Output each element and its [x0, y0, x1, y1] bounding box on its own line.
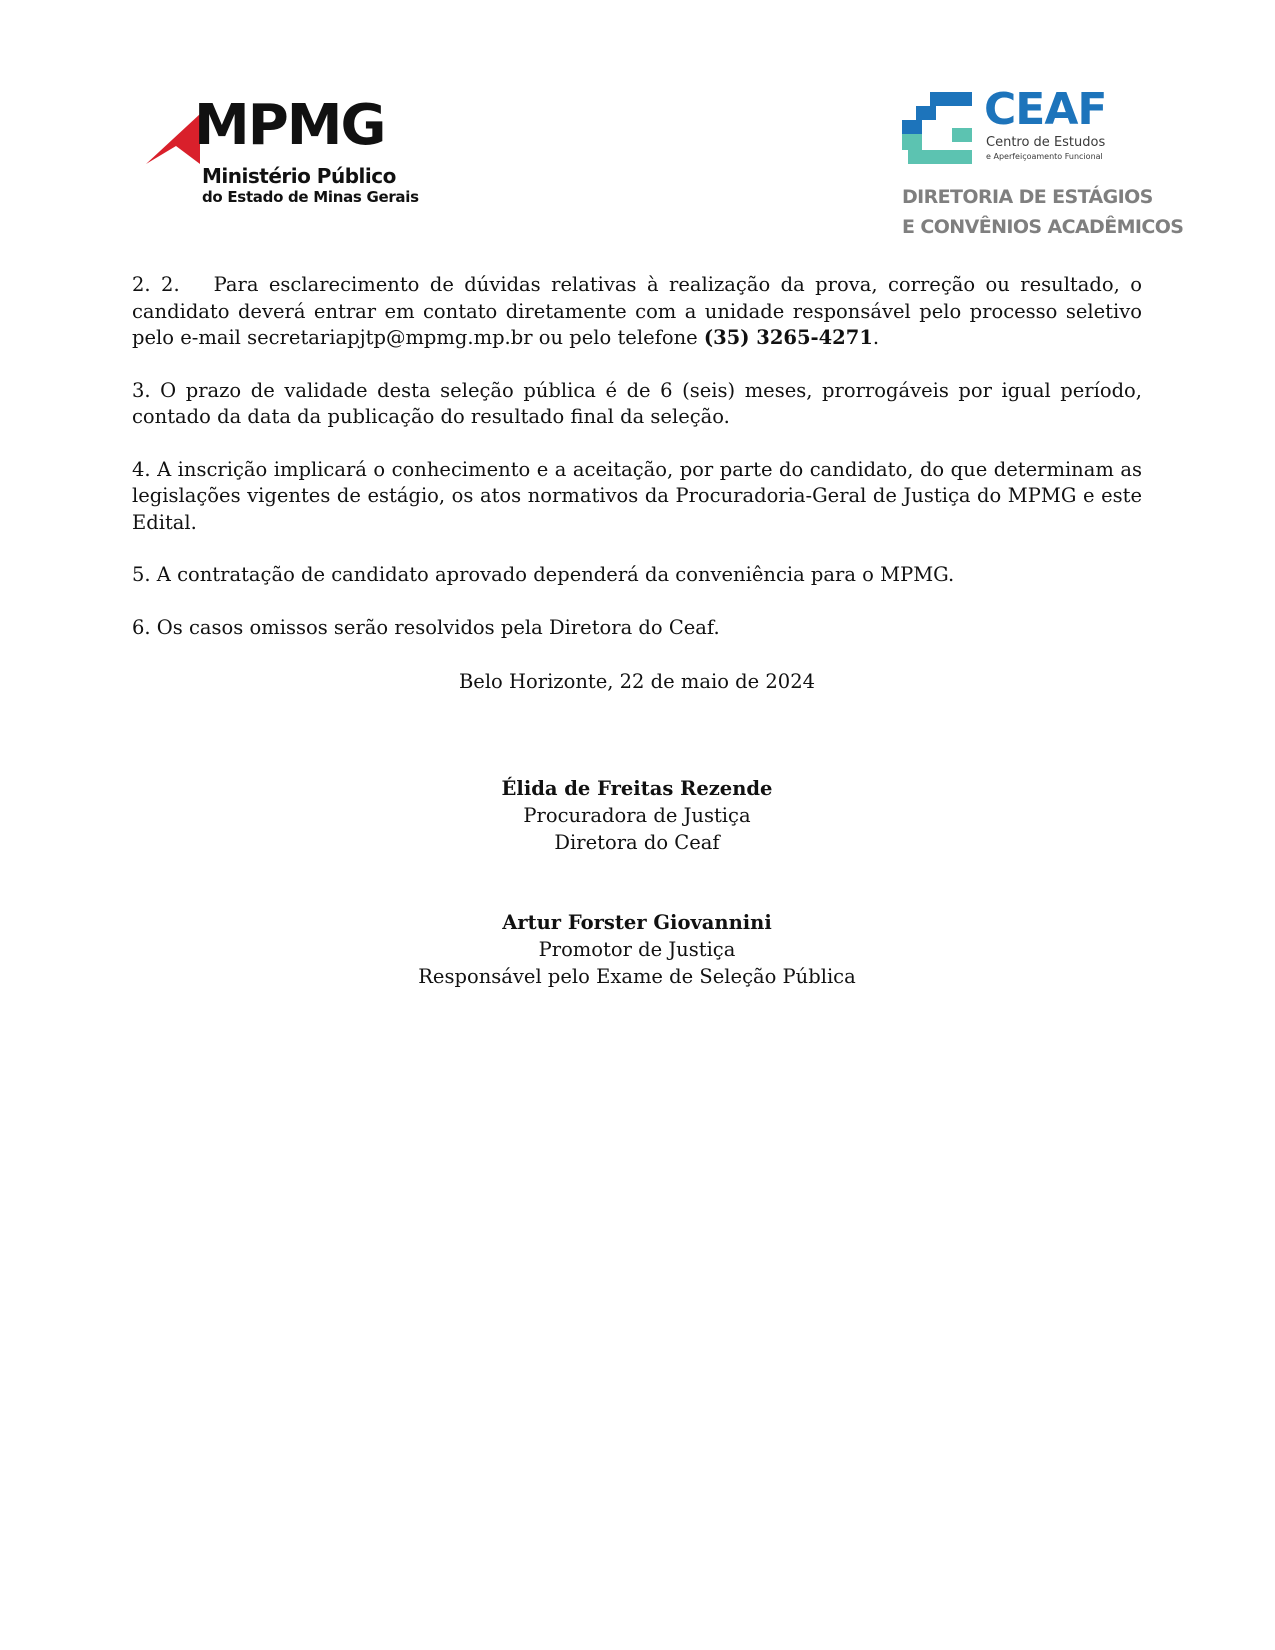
- signatory-title: Diretora do Ceaf: [554, 831, 720, 854]
- paragraph-2-2-end: .: [872, 326, 880, 349]
- paragraph-3: 3. O prazo de validade desta seleção pública é de 6 (seis) meses, prorrogáveis por igual período, contado da data da publicação do resultado final da seleção.: [132, 378, 1142, 428]
- mpmg-wordmark: MPMG: [194, 93, 385, 158]
- paragraph-2-2: [132, 272, 1142, 352]
- document-body: [132, 272, 1142, 667]
- signatory-title: Responsável pelo Exame de Seleção Pública: [418, 965, 856, 988]
- mpmg-name-line1: Ministério Público: [202, 164, 396, 188]
- ceaf-department-line2: E CONVÊNIOS ACADÊMICOS: [902, 216, 1184, 238]
- mpmg-flag-icon: [146, 114, 200, 164]
- ceaf-logo: [902, 84, 1184, 242]
- ceaf-subtitle-small: e Aperfeiçoamento Funcional: [986, 152, 1103, 161]
- paragraph-5: 5. A contratação de candidato aprovado dependerá da conveniência para o MPMG.: [132, 563, 955, 586]
- ceaf-department-line1: DIRETORIA DE ESTÁGIOS: [902, 186, 1153, 208]
- paragraph-2-2-number: 2. 2.: [132, 273, 180, 296]
- signatory-role: Procuradora de Justiça: [523, 804, 751, 827]
- signatory-name: Élida de Freitas Rezende: [501, 777, 773, 800]
- mpmg-logo: [146, 93, 419, 208]
- paragraph-4: 4. A inscrição implicará o conhecimento e a aceitação, por parte do candidato, do que determinam as legislações vigentes de estágio, os atos normativos da Procuradoria-Geral de Justiça do MPMG e este Edital.: [132, 457, 1142, 534]
- ceaf-wordmark: CEAF: [984, 84, 1107, 135]
- mpmg-name-line2: do Estado de Minas Gerais: [202, 188, 419, 206]
- ceaf-subtitle: Centro de Estudos: [986, 135, 1106, 150]
- signature-block: [132, 909, 1142, 990]
- paragraph-6: 6. Os casos omissos serão resolvidos pela Diretora do Ceaf.: [132, 615, 720, 639]
- contact-phone: (35) 3265-4271: [703, 326, 873, 349]
- signatory-name: Artur Forster Giovannini: [502, 911, 772, 934]
- signatory-role: Promotor de Justiça: [538, 938, 736, 961]
- ceaf-mark-icon: [902, 92, 974, 164]
- paragraph-2-2-text: Para esclarecimento de dúvidas relativas à realização da prova, correção ou resultado, o candidato deverá entrar em contato diretamente com a unidade responsável pelo processo seletivo pelo e-mail secretariapjtp@mpmg.mp.br ou pelo telefone: [132, 273, 1142, 349]
- signature-block: [132, 775, 1142, 856]
- place-and-date: Belo Horizonte, 22 de maio de 2024: [458, 670, 816, 693]
